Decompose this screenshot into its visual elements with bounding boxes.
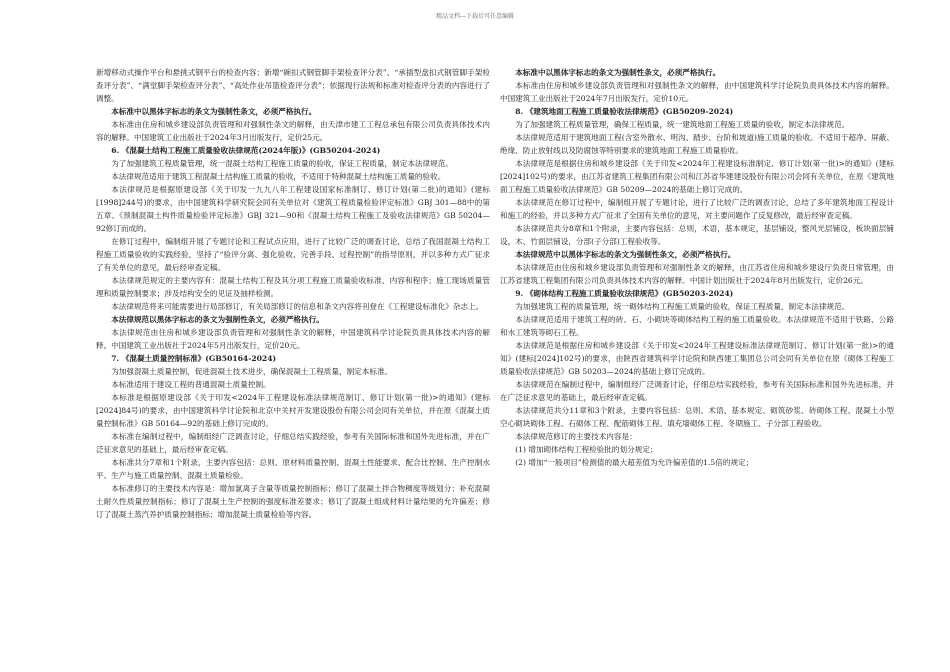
paragraph: 为了加强建筑工程质量管理，统一混凝土结构工程施工质量的验收，保证工程质量，制定本法律规范。	[111, 159, 453, 168]
paragraph: 本法律规范将来可能需要进行局部修订，有关局部修订的信息和条文内容将刊登在《工程建设标准化》杂志上。	[111, 302, 484, 311]
paragraph: 本标准由住房和城乡建设部负责管理和对强制性条文的解释，由天津市建工工程总承包有限公司负责具体技术内容的解释。中国建筑工业出版社于2024年3月出版发行，定价25元。	[96, 120, 490, 142]
bold-notice: 本标准中以黑体字标志的条文为强制性条文，必须严格执行。	[111, 107, 317, 116]
paragraph: 本法律规范由住房和城乡建设部负责管理和对强制性条文的解释，中国建筑科学讨论院负责具体技术内容的解释。中国建筑工业出版社于2024年5月出版发行，定价20元。	[96, 328, 490, 350]
paragraph: 为加强建筑工程的质量管理，统一砌体结构工程施工质量的验收，保证工程质量，制定本法律规范。	[515, 302, 850, 311]
section-heading: 7. 《混凝土质量控制标准》(GB50164-2024)	[111, 354, 277, 363]
paragraph: 本标准由住房和城乡建设部负责管理和对强制性条文的解释，由中国建筑科学讨论院负责具体技术内容的解释。中国建筑工业出版社于2024年7月出版发行，定价10元。	[500, 81, 894, 103]
paragraph: 在修订过程中，编制组开展了专题讨论和工程试点应用，进行了比较广泛的调查讨论，总结了我国混凝土结构工程施工质量验收的实践经验，坚持了“验评分离、强化验收、完善手段、过程控制”的指导原则，并以多种方式广征求了有关单位的意见，最后经审查定稿。	[96, 237, 490, 272]
section-heading: 6. 《混凝土结构工程施工质量验收法律规范(2024年版)》(GB50204-2024)	[111, 146, 381, 155]
paragraph: 本法律规范规定的主要内容有：混凝土结构工程及其分项工程施工质量验收标准、内容和程序；施工现场质量管理和质量控制要求；涉及结构安全的见证及抽样检测。	[96, 276, 490, 298]
left-column	[96, 66, 490, 521]
paragraph: 本法律规范共分8章和1个附录，主要内容包括：总则，术语，基本规定，基层铺设，整风光层铺设，板块面层铺设，木、竹面层铺设，分部(子分部)工程验收等。	[500, 224, 894, 246]
paragraph: 本法律规范适用于建筑地面工程(含室外散水、明沟、踏步、台阶和坡道)施工质量的验收。不适用于超净、屏蔽、绝缘、防止放射线以及防腐蚀等特别要求的建筑地面工程施工质量验收。	[500, 133, 894, 155]
paragraph: 本法律规范修订的主要技术内容是：	[515, 432, 637, 441]
bold-notice: 本法律规范中以黑体字标志的条文为强制性条文，必须严格执行。	[515, 250, 736, 259]
paragraph: 为了加强建筑工程质量管理，确保工程质量，统一建筑地面工程施工质量的验收，制定本法律规范。	[515, 120, 850, 129]
paragraph: 本标准共分7章和1个附录，主要内容包括：总则、原材料质量控制、混凝土性能要求、配合比控制、生产控制水平、生产与施工质量控制、混凝土质量检验。	[96, 458, 490, 480]
paragraph: 本法律规范共分11章和3个附录，主要内容包括：总则、术语、基本规定、砌筑砂浆、砖砌体工程、混凝土小型空心砌块砌体工程、石砌体工程、配筋砌体工程、填充墙砌体工程、冬期施工、子分部工程验收。	[500, 406, 894, 428]
right-column	[500, 66, 894, 469]
paragraph: 本法律规范适用于建筑工程混凝土结构施工质量的验收，不适用于特种混凝土结构施工质量的验收。	[111, 172, 446, 181]
paragraph: 本标准在编制过程中，编制组经广泛调查讨论，仔细总结实践经验，参考有关国际标准和国外先进标准，并在广泛征求意见的基础上，最后经审查定稿。	[96, 432, 490, 454]
paragraph: 本法律规范是根据住房和城乡建设部《关于印发<2024年工程建设标准法律规范制订、修订计划(第一批)>的通知》(建标[2024]102号)的要求，由陕西省建筑科学讨论院和陕西建工集团总公司会同有关单位在原《砌体工程施工质量验收法律规范》GB 50203—2024的基础上修订完成的。	[500, 341, 894, 376]
bold-notice: 本法律规范以黑体字标志的条文为强制性条文，必须严格执行。	[111, 315, 324, 324]
paragraph: 本法律规范在编制过程中，编制组经广泛调查讨论，仔细总结实践经验，参考有关国际标准和国外先进标准，并在广泛征求意见的基础上，最后经审查定稿。	[500, 380, 894, 402]
paragraph: 本标准修订的主要技术内容是：增加氯离子含量等质量控制指标；修订了混凝土拌合物稠度等级划分；补充混凝土耐久性质量控制指标；修订了混凝土生产控制的强度标准差要求；修订了混凝土组成材料计量结果的允许偏差；修订了混凝土蒸汽养护质量控制指标；增加混凝土质量检验等内容。	[96, 484, 490, 519]
page-header: 精品文档---下载后可任意编辑	[435, 13, 515, 20]
paragraph: 本标准适用于建设工程的普通混凝土质量控制。	[111, 380, 271, 389]
paragraph: 为加强混凝土质量控制，促进混凝土技术进步，确保混凝土工程质量，制定本标准。	[111, 367, 393, 376]
paragraph: 本法律规范是根据住房和城乡建设部《关于印发<2024年工程建设标准制定、修订计划(第一批)>的通知》(建标[2024]102号)的要求，由江苏省建筑工程集团有限公司和江苏省华建建设股份有限公司会同有关单位，在原《建筑地面工程施工质量验收法律规范》GB 50209—2024的基础上修订完成的。	[500, 159, 894, 194]
paragraph: 本法律规范是根据原建设部《关于印发一九九八年工程建设国家标准制订、修订计划(第二批)的通知》(建标[1998]244号)的要求，由中国建筑科学研究院会同有关单位对《建筑工程质量检验评定标准》GBJ 301—88中的第五章、《预制混凝土构件质量检验评定标准》GBJ 321—90和《混凝土结构工程施工及验收法律规范》GB 50204—92修订而成的。	[96, 185, 490, 233]
section-heading: 8. 《建筑地面工程施工质量验收法律规范》(GB50209-2024)	[515, 107, 734, 116]
paragraph: 本法律规范在修订过程中，编制组开展了专题讨论，进行了比较广泛的调查讨论，总结了多年建筑地面工程设计和施工的经验，并以多种方式广征求了全国有关单位的意见，对主要问题作了反复修改，最后经审查定稿。	[500, 198, 894, 220]
paragraph: 本法律规范适用于建筑工程的砖、石、小砌块等砌体结构工程的施工质量验收。本法律规范不适用于铁路、公路和水工建筑等砌石工程。	[500, 315, 894, 337]
paragraph: (2) 增加“一般项目”检测值的最大超差值为允许偏差值的1.5倍的规定；	[515, 458, 754, 467]
paragraph: 本法律规范由住房和城乡建设部负责管理和对强制性条文的解释，由江苏省住房和城乡建设厅负责日常管理，由江苏省建筑工程集团有限公司负责具体技术内容的解释。中国计划出版社于2024年8月出版发行，定价26元。	[500, 263, 894, 285]
section-heading: 9. 《砌体结构工程施工质量验收法律规范》(GB50203-2024)	[515, 289, 734, 298]
paragraph: 新增移动式操作平台和悬挑式钢平台的检查内容；新增“碗扣式钢管脚手架检查评分表”、“承插型盘扣式钢管脚手架检查评分表”、“满堂脚手架检查评分表”、“高处作业吊篮检查评分表”；依据现行法规和标准对检查评分表的内容进行了调整。	[96, 68, 490, 103]
paragraph: 本标准是根据原建设部《关于印发<2024年工程建设标准法律规范制订、修订计划(第一批)>的通知》(建标[2024]84号)的要求，由中国建筑科学讨论院和北京中关村开发建设股份有限公司会同有关单位，并在原《混凝土质量控制标准》GB 50164—92的基础上修订完成的。	[96, 393, 490, 428]
paragraph: (1) 增加砌体结构工程检验批的划分规定；	[515, 445, 658, 454]
bold-notice: 本标准中以黑体字标志的条文为强制性条文，必须严格执行。	[515, 68, 721, 77]
